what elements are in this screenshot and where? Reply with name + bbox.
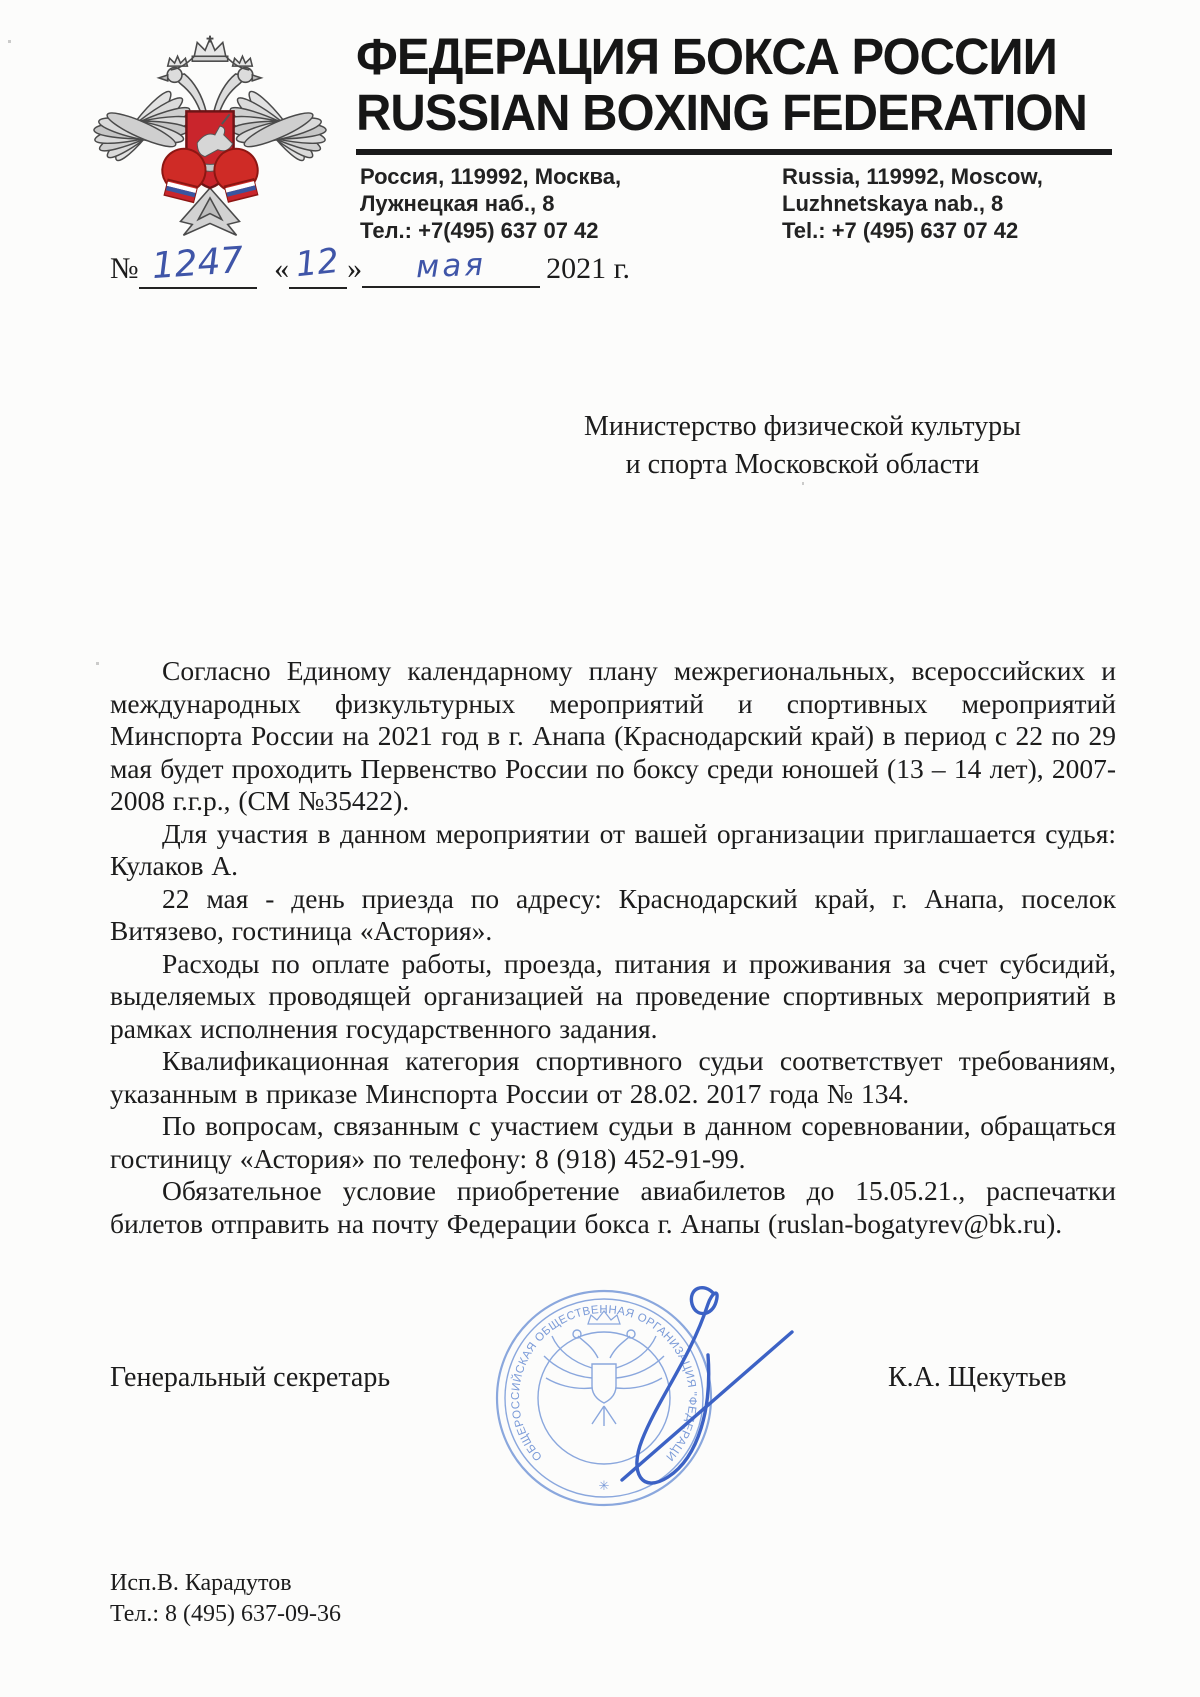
month-blank	[362, 246, 540, 288]
header-divider	[356, 149, 1112, 155]
address-ru-line3: Тел.: +7(495) 637 07 42	[360, 218, 599, 243]
stamp-star: ✳	[598, 1478, 610, 1493]
recipient-line1: Министерство физической культуры	[584, 411, 1021, 442]
stamp-eagle-icon	[544, 1311, 664, 1426]
handwritten-day: 12	[294, 240, 342, 286]
paragraph: Квалификационная категория спортивного судьи соответствует требованиям, указанным в приказе Минспорта России от 28.02. 2017 года № 134.	[110, 1045, 1116, 1109]
paragraph: Для участия в данном мероприятии от вашей организации приглашается судья: Кулаков А.	[110, 817, 1116, 881]
signer-position: Генеральный секретарь	[110, 1362, 391, 1393]
scan-speck	[8, 40, 11, 43]
executor-phone: Тел.: 8 (495) 637-09-36	[110, 1601, 342, 1627]
signer-name: К.А. Щекутьев	[888, 1362, 1067, 1393]
year-label: 2021 г.	[546, 252, 631, 285]
executor-name: Исп.В. Карадутов	[110, 1570, 292, 1596]
scan-speck	[802, 482, 804, 485]
number-sign: №	[110, 252, 139, 285]
org-title-en: RUSSIAN BOXING FEDERATION	[356, 85, 1087, 142]
document-number-line	[110, 239, 631, 289]
address-ru-line2: Лужнецкая наб., 8	[360, 191, 555, 216]
paragraph: Обязательное условие приобретение авиабилетов до 15.05.21., распечатки билетов отправить на почту Федерации бокса г. Анапы (ruslan-bogatyrev@bk.ru).	[110, 1175, 1116, 1239]
executor-block	[110, 1568, 341, 1630]
open-quote: «	[274, 252, 290, 285]
recipient-line2: и спорта Московской области	[625, 449, 980, 480]
number-blank	[139, 239, 257, 289]
scan-speck	[96, 662, 99, 665]
header-title-block	[356, 28, 1114, 140]
address-ru-line1: Россия, 119992, Москва,	[360, 164, 622, 189]
federation-emblem-icon	[92, 22, 328, 240]
handwritten-month: мая	[415, 246, 487, 286]
close-quote: »	[347, 252, 363, 285]
paragraph: По вопросам, связанным с участием судьи в данном соревновании, обращаться гостиницу «Астория» по телефону: 8 (918) 452-91-99.	[110, 1110, 1116, 1174]
stamp-and-signature	[465, 1263, 810, 1602]
day-blank	[289, 240, 347, 289]
recipient-block	[575, 408, 1030, 484]
paragraph: 22 мая - день приезда по адресу: Краснодарский край, г. Анапа, поселок Витязево, гостиница «Астория».	[110, 882, 1116, 946]
letter-body	[110, 655, 1116, 1240]
paragraph: Согласно Единому календарному плану межрегиональных, всероссийских и международных физкультурных мероприятий и спортивных мероприятий Минспорта России на 2021 год в г. Анапа (Краснодарский край) в период с 22 по 29 мая будет проходить Первенство России по боксу среди юношей (13 – 14 лет), 2007-2008 г.г.р., (СМ №35422).	[110, 655, 1116, 816]
stamp-ring-text: ОБЩЕРОССИЙСКАЯ ОБЩЕСТВЕННАЯ ОРГАНИЗАЦИЯ "ФЕДЕРАЦИЯ БОКСА РОССИИ"	[465, 1263, 699, 1463]
paragraph: Расходы по оплате работы, проезда, питания и проживания за счет субсидий, выделяемых проводящей организацией на проведение спортивных мероприятий в рамках исполнения государственного задания.	[110, 947, 1116, 1044]
org-title-ru: ФЕДЕРАЦИЯ БОКСА РОССИИ	[356, 29, 1057, 86]
address-en-line1: Russia, 119992, Moscow,	[782, 164, 1043, 189]
address-en-line2: Luzhnetskaya nab., 8	[782, 191, 1004, 216]
round-stamp-icon	[465, 1263, 711, 1505]
address-ru	[360, 163, 621, 244]
handwritten-number: 1247	[150, 239, 245, 288]
address-en-line3: Tel.: +7 (495) 637 07 42	[782, 218, 1019, 243]
address-en	[782, 163, 1043, 244]
